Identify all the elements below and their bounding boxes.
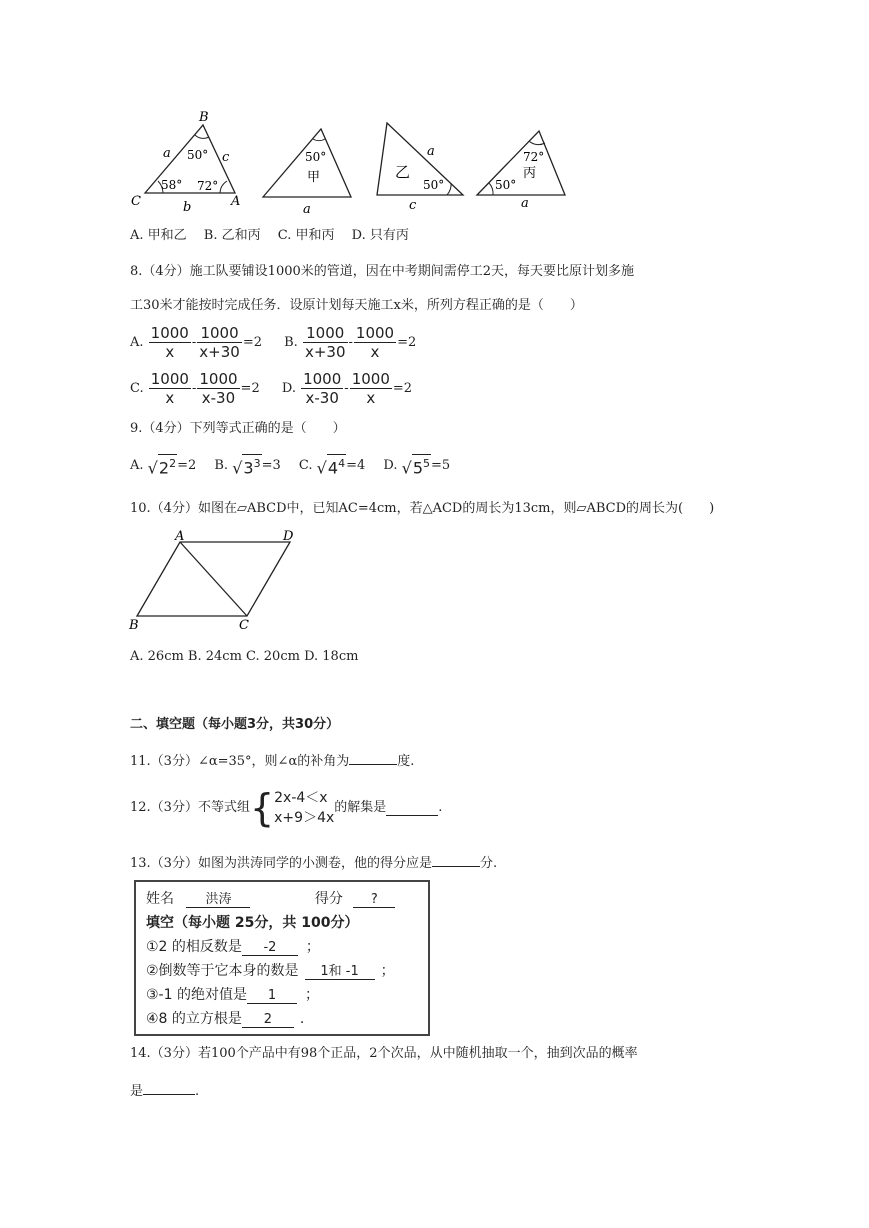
- radicand: [327, 454, 346, 477]
- rhs: =3: [261, 458, 281, 474]
- score-value: ?: [353, 892, 395, 908]
- option-label: D.: [383, 458, 398, 474]
- item-label: ④8 的立方根是: [146, 1011, 242, 1027]
- item-label: ②倒数等于它本身的数是: [146, 963, 299, 979]
- q10-options: A. 26cm B. 24cm C. 20cm D. 18cm: [130, 649, 359, 664]
- label-D: D: [283, 529, 294, 544]
- inequality-2: x+9＞4x: [274, 810, 335, 826]
- radicand: [412, 454, 431, 477]
- exponent: 4: [338, 457, 346, 470]
- denominator: x-30: [201, 389, 236, 407]
- quiz-item-2: [146, 960, 395, 980]
- t1-label-B: B: [199, 110, 209, 125]
- inequality-1: 2x-4＜x: [274, 790, 328, 806]
- q12-text-post: 的解集是: [334, 800, 387, 815]
- fraction: [197, 324, 242, 361]
- option-label: C.: [130, 381, 144, 396]
- quiz-header-row: [146, 888, 395, 908]
- q14-text-line1: 14.（3分）若100个产品中有98个正品，2个次品，从中随机抽取一个，抽到次品的概率: [130, 1046, 638, 1061]
- score-label: 得分: [314, 891, 343, 907]
- fraction: [354, 324, 396, 361]
- option-label: B.: [284, 335, 298, 350]
- numerator: 1000: [303, 370, 342, 388]
- item-end: ；: [304, 987, 319, 1003]
- q9-option-c: [299, 454, 365, 477]
- denominator: x+30: [199, 343, 240, 361]
- numerator: 1000: [150, 370, 189, 388]
- denominator: x-30: [305, 389, 339, 407]
- t3-side-c: c: [409, 198, 417, 213]
- radicand: [242, 454, 261, 477]
- fraction: [197, 370, 239, 407]
- triangle-1: [131, 110, 240, 215]
- q8-option-d: [282, 370, 412, 407]
- t4-angle-left: 50°: [495, 178, 517, 192]
- q9-option-a: [130, 454, 196, 477]
- q14-text: 是: [130, 1084, 144, 1099]
- item-answer: 2: [242, 1012, 294, 1028]
- quiz-item-1: [146, 936, 320, 956]
- q14-end: .: [195, 1084, 200, 1099]
- option-label: A.: [130, 335, 144, 350]
- exponent: 2: [169, 457, 177, 470]
- triangle-3: [377, 123, 463, 213]
- numerator: 1000: [150, 324, 189, 342]
- q11-text: 11.（3分）∠α=35°，则∠α的补角为: [130, 754, 350, 769]
- item-answer: 1: [247, 988, 297, 1004]
- item-end: ；: [305, 939, 320, 955]
- denominator: x: [366, 389, 376, 407]
- equals-value: =2: [397, 335, 417, 350]
- answer-blank[interactable]: [386, 801, 438, 816]
- t1-side-a: a: [163, 146, 171, 161]
- t4-side: a: [521, 196, 529, 211]
- exponent: 3: [253, 457, 261, 470]
- sqrt-expression: $√4^4$: [317, 454, 346, 477]
- equals-value: =2: [392, 381, 413, 396]
- base: 5: [412, 458, 423, 478]
- q9-options: [130, 454, 450, 477]
- q8-text-line1: 8.（4分）施工队要铺设1000米的管道，因在中考期间需停工2天，每天要比原计划多施: [130, 264, 635, 279]
- q9-text: 9.（4分）下列等式正确的是（ ）: [130, 421, 346, 436]
- q12-text: 12.（3分）不等式组: [130, 800, 250, 815]
- inequality-system: [250, 787, 334, 829]
- q11-unit: 度.: [397, 754, 415, 769]
- quiz-item-3: [146, 984, 319, 1004]
- q8-option-a: [130, 324, 262, 361]
- denominator: x+30: [304, 343, 346, 361]
- t1-label-A: A: [231, 194, 241, 209]
- label-A: A: [175, 529, 185, 544]
- quiz-card: [134, 880, 430, 1036]
- fraction: [303, 324, 348, 361]
- item-end: ；: [380, 963, 395, 979]
- rhs: =4: [346, 458, 366, 474]
- answer-blank[interactable]: [432, 852, 480, 867]
- q8-text-line2: 工30米才能按时完成任务．设原计划每天施工x米，所列方程正确的是（ ）: [130, 298, 583, 313]
- base: 2: [158, 458, 170, 478]
- q7-triangles-figure: [125, 105, 575, 215]
- q12-end: .: [438, 800, 443, 815]
- answer-blank[interactable]: [349, 750, 397, 765]
- label-C: C: [239, 618, 249, 633]
- item-label: ①2 的相反数是: [146, 939, 242, 955]
- q9-option-b: [214, 454, 280, 477]
- rhs: =5: [431, 458, 451, 474]
- student-name: 洪涛: [186, 888, 250, 908]
- base: 3: [243, 458, 254, 478]
- section-title: 二、填空题（每小题3分，共30分）: [130, 717, 340, 732]
- q9-option-d: [383, 454, 450, 477]
- q13-unit: 分.: [479, 856, 498, 871]
- numerator: 1000: [197, 324, 242, 343]
- denominator: x: [165, 389, 175, 407]
- quiz-title: 填空（每小题 25分，共 100分）: [146, 915, 359, 931]
- q8-option-b: [284, 324, 416, 361]
- radicand: [158, 454, 177, 477]
- numerator: 1000: [303, 324, 348, 343]
- quiz-item-4: [146, 1008, 304, 1028]
- fraction: [149, 324, 191, 361]
- minus-sign: -: [191, 381, 197, 396]
- t2-name: 甲: [307, 170, 321, 185]
- rhs: =2: [177, 458, 197, 474]
- t1-angle-C: 58°: [161, 178, 183, 192]
- t3-name: 乙: [395, 163, 411, 181]
- parallelogram-figure: [125, 528, 305, 633]
- q13: [130, 852, 497, 873]
- exponent: 5: [423, 457, 430, 470]
- fraction: [350, 370, 392, 407]
- numerator: 1000: [351, 370, 390, 388]
- triangle-4: [477, 131, 565, 211]
- base: 4: [327, 458, 339, 478]
- item-answer: 1和 -1: [305, 960, 375, 980]
- denominator: x: [370, 343, 380, 361]
- triangle-2: [263, 129, 351, 215]
- name-label: 姓名: [146, 891, 174, 907]
- t4-name: 丙: [523, 166, 537, 181]
- t4-angle-top: 72°: [523, 150, 545, 164]
- equals-value: =2: [240, 381, 260, 396]
- option-label: B.: [214, 458, 229, 474]
- q12: [130, 787, 442, 829]
- numerator: 1000: [199, 370, 238, 388]
- label-B: B: [129, 618, 139, 633]
- fraction: [301, 370, 343, 407]
- denominator: x: [165, 343, 175, 361]
- t1-label-C: C: [131, 194, 141, 209]
- equals-value: =2: [242, 335, 262, 350]
- brace-icon: {: [249, 786, 275, 830]
- item-answer: -2: [242, 940, 298, 956]
- t3-side-a: a: [427, 144, 435, 159]
- q11: [130, 750, 414, 771]
- numerator: 1000: [355, 324, 395, 342]
- q10-text: 10.（4分）如图在▱ABCD中，已知AC=4cm，若△ACD的周长为13cm，则▱ABCD的周长为( ): [130, 501, 715, 516]
- q8-options-row2: [130, 370, 412, 407]
- t1-angle-A: 72°: [197, 179, 219, 193]
- item-end: .: [299, 1011, 305, 1027]
- q7-options: A. 甲和乙 B. 乙和丙 C. 甲和丙 D. 只有丙: [130, 228, 409, 243]
- sqrt-expression: $√2^2$: [148, 454, 177, 477]
- answer-blank[interactable]: [143, 1080, 195, 1095]
- t1-side-c: c: [222, 150, 230, 165]
- t3-angle: 50°: [423, 178, 445, 192]
- minus-sign: -: [191, 335, 197, 350]
- option-label: C.: [298, 458, 313, 474]
- option-label: D.: [281, 381, 296, 396]
- q14-line2: [130, 1080, 199, 1101]
- minus-sign: -: [348, 335, 353, 350]
- q13-text: 13.（3分）如图为洪涛同学的小测卷，他的得分应是: [130, 856, 432, 871]
- t1-side-b: b: [183, 200, 192, 215]
- option-label: A.: [130, 458, 144, 474]
- t2-angle: 50°: [305, 150, 327, 164]
- sqrt-expression: $√5^5$: [402, 454, 431, 477]
- minus-sign: -: [344, 381, 349, 396]
- sqrt-expression: $√3^3$: [232, 454, 261, 477]
- t2-side: a: [303, 202, 311, 215]
- q8-option-c: [130, 370, 260, 407]
- fraction: [149, 370, 191, 407]
- q8-options-row1: [130, 324, 416, 361]
- t1-angle-B: 50°: [187, 148, 209, 162]
- item-label: ③-1 的绝对值是: [146, 987, 247, 1003]
